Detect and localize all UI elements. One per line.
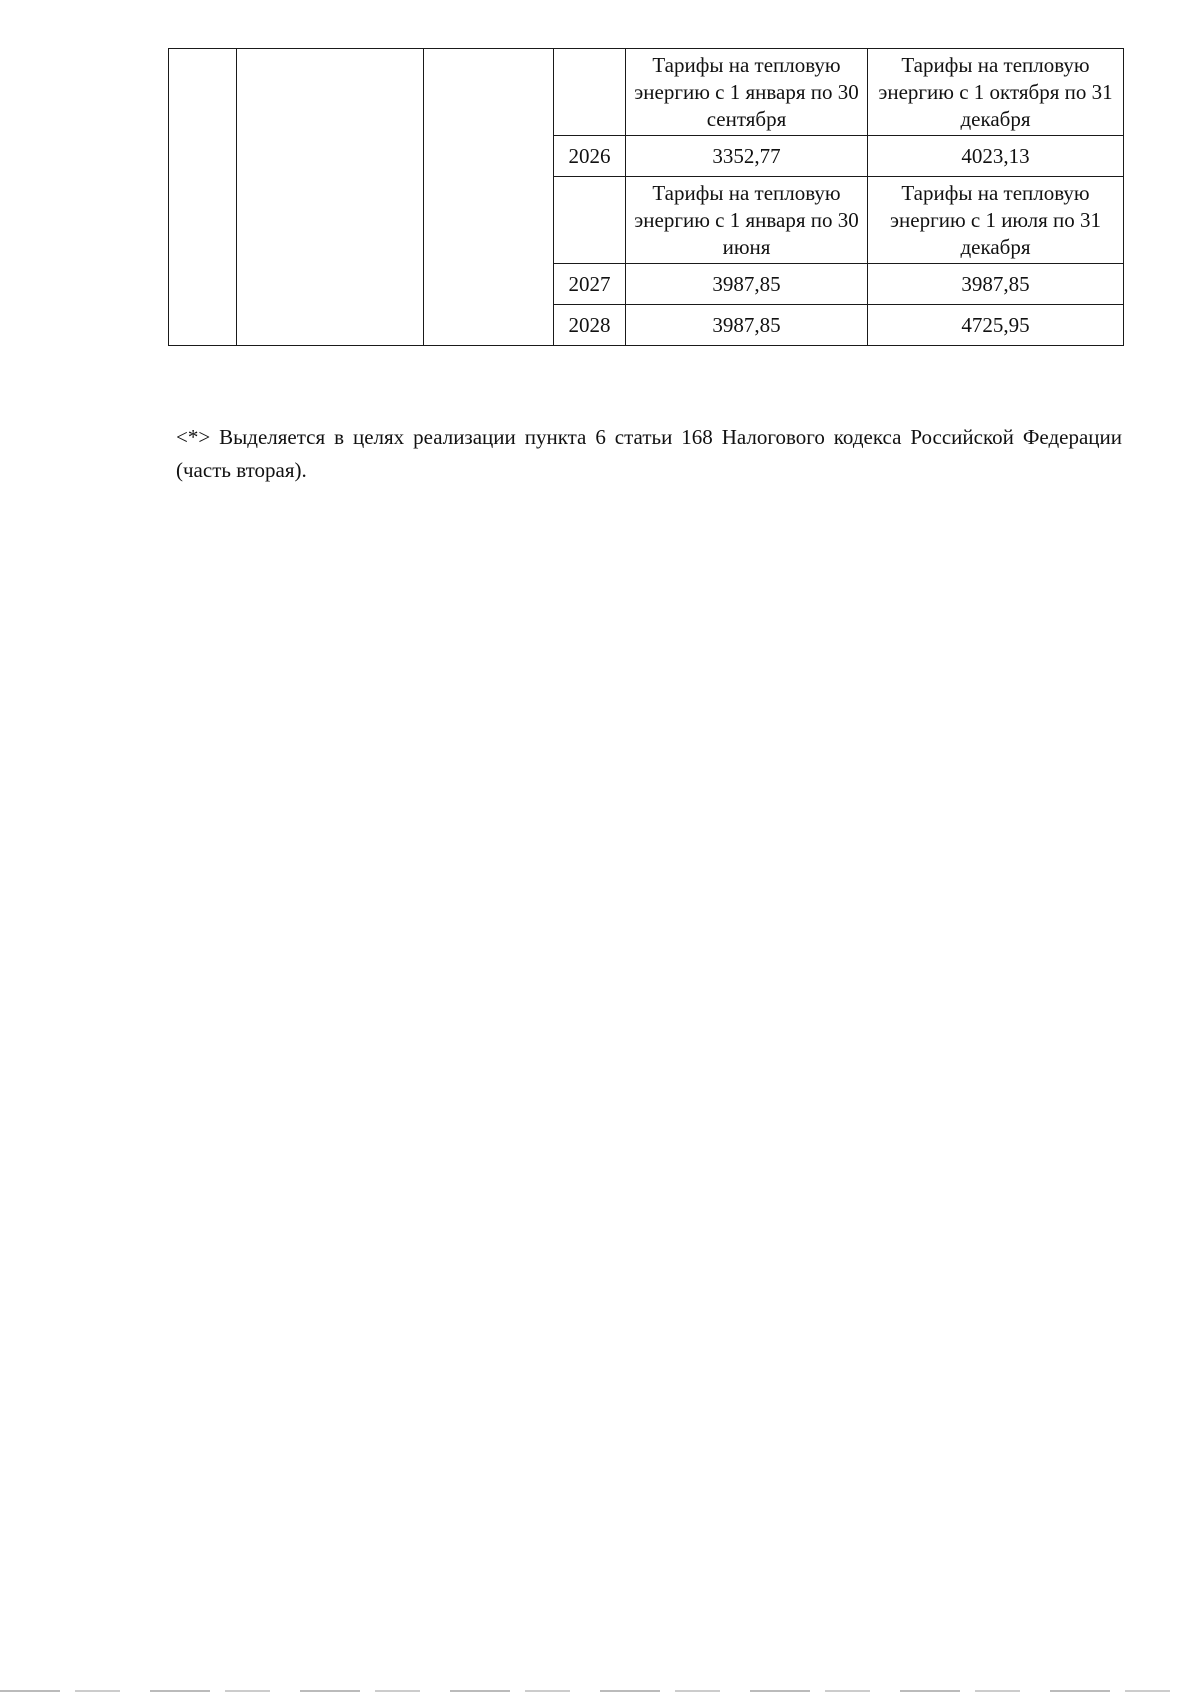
tariff-period-header: Тарифы на тепловую энергию с 1 января по 30 июня — [626, 177, 868, 264]
tariff-period-header: Тарифы на тепловую энергию с 1 июля по 31 декабря — [868, 177, 1124, 264]
tariff-value: 3987,85 — [626, 264, 868, 305]
tariff-value: 3352,77 — [626, 136, 868, 177]
tariff-period-header: Тарифы на тепловую энергию с 1 октября по 31 декабря — [868, 49, 1124, 136]
empty-cell — [169, 49, 237, 346]
tariff-value: 4023,13 — [868, 136, 1124, 177]
tariff-period-header: Тарифы на тепловую энергию с 1 января по 30 сентября — [626, 49, 868, 136]
tariff-value: 3987,85 — [868, 264, 1124, 305]
year-cell — [554, 177, 626, 264]
empty-cell — [424, 49, 554, 346]
tariff-value: 4725,95 — [868, 305, 1124, 346]
tariff-value: 3987,85 — [626, 305, 868, 346]
year-cell — [554, 49, 626, 136]
year-cell: 2026 — [554, 136, 626, 177]
tariff-table — [168, 48, 1124, 346]
scan-artifact-line — [0, 1690, 1200, 1692]
year-cell: 2028 — [554, 305, 626, 346]
empty-cell — [237, 49, 424, 346]
table-row — [169, 49, 1124, 136]
footnote: <*> Выделяется в целях реализации пункта 6 статьи 168 Налогового кодекса Российской Федерации (часть вторая). — [176, 425, 1122, 482]
year-cell: 2027 — [554, 264, 626, 305]
